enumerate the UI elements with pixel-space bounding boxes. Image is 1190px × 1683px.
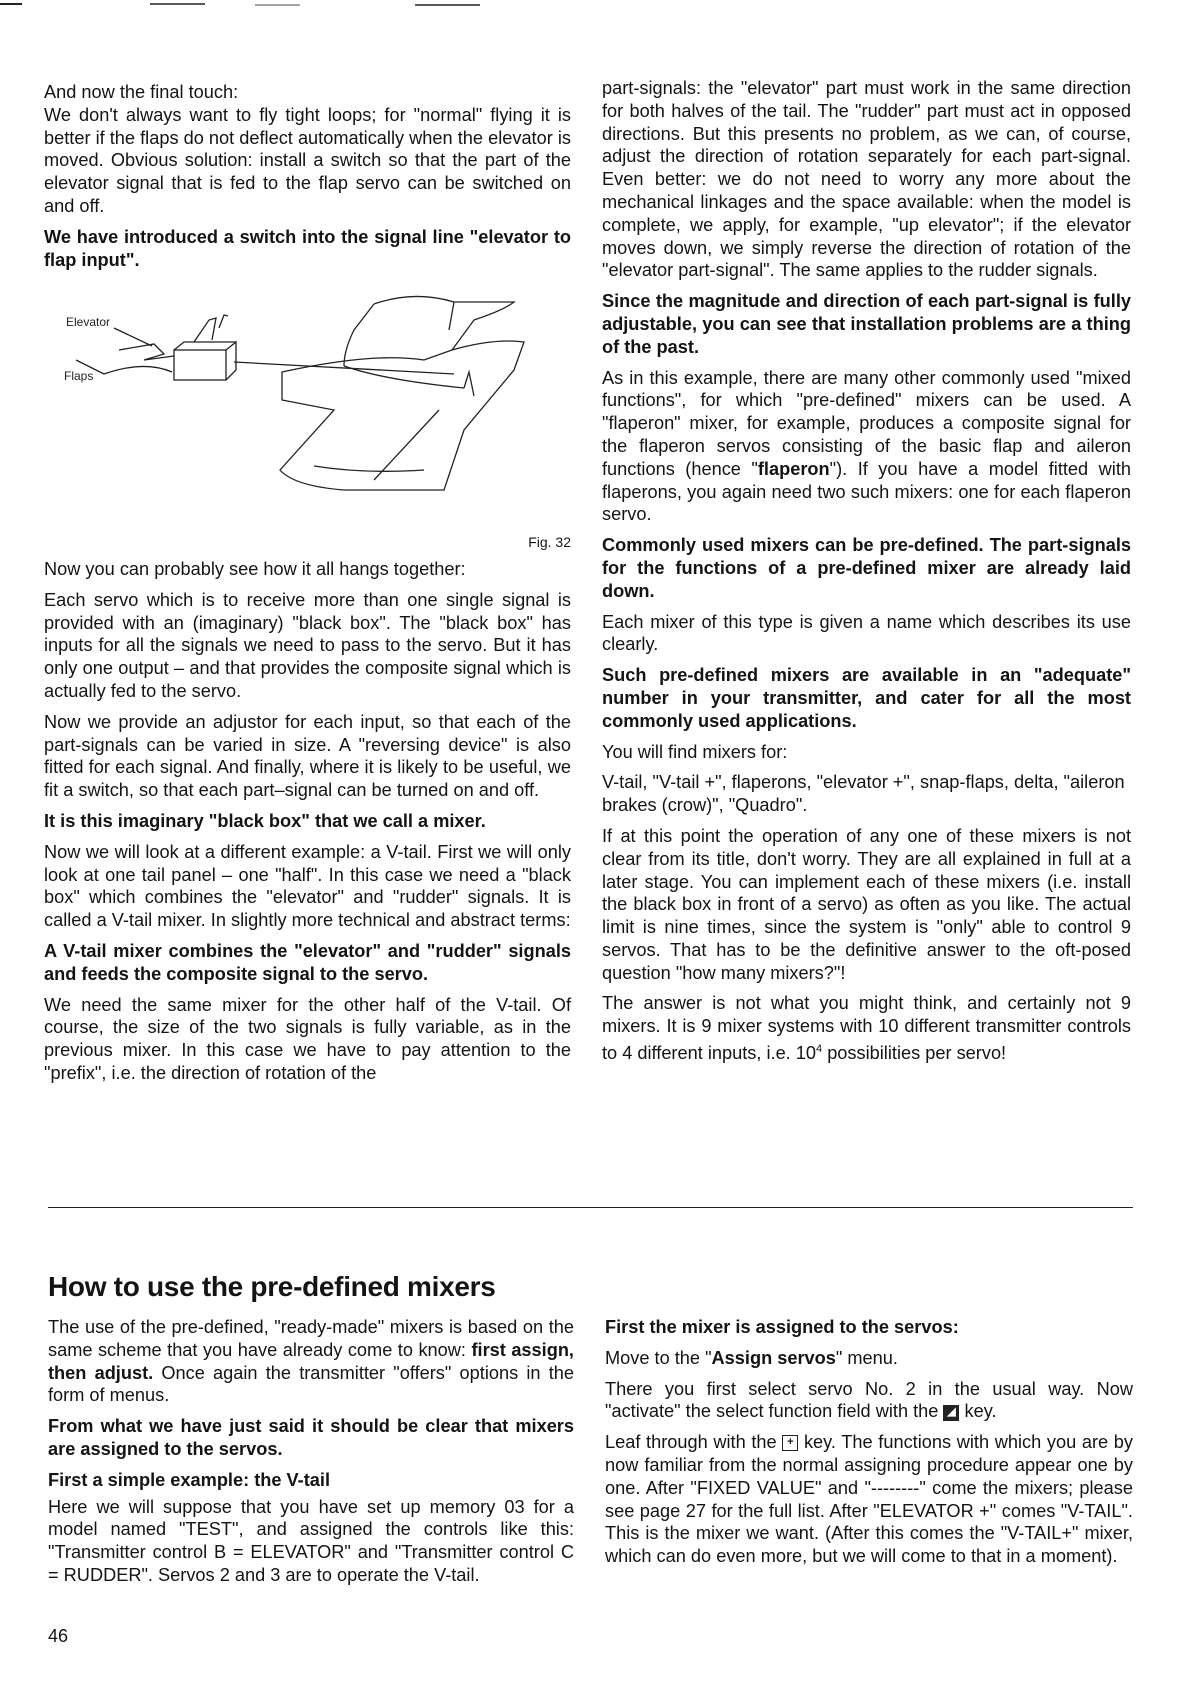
paragraph-use-predefined	[48, 1316, 574, 1407]
paragraph-answer	[602, 992, 1131, 1064]
scan-edge-marks	[0, 0, 1190, 12]
paragraph-other-half: We need the same mixer for the other half of the V-tail. Of course, the size of the two signals is fully variable, as in the previous mixer. In this case we have to pay attention to the "prefix", i.e. the direction of rotation of the	[44, 994, 571, 1083]
paragraph-black-box: Each servo which is to receive more than one single signal is provided with an (imaginary) "black box". The "black box" has inputs for all the signals we need to pass to the servo. But it has only one output – and that provides the composite signal which is actually fed to the servo.	[44, 589, 571, 701]
figure-32-diagram	[44, 290, 571, 550]
paragraph-vtail-definition: A V-tail mixer combines the "elevator" and "rudder" signals and feeds the composite signal to the servo.	[44, 940, 571, 984]
paragraph-part-signals: part-signals: the "elevator" part must work in the same direction for both halves of the tail. The "rudder" part must act in opposed directions. But this presents no problem, as we can, of course, adjust the direction of rotation separately for each part-signal. Even better: we do not need to worry any more about the mechanical linkages and the space available: when the model is complete, we apply, for example, "up elevator"; if the elevator moves down, we simply reverse the direction of rotation of the "elevator part-signal". The same applies to the rudder signals.	[602, 78, 1131, 281]
leaf-text-b: key. The functions with which you are by now familiar from the normal assigning procedure appear one by one. After "FIXED VALUE" and "--------" come the mixers; please see page 27 for the full list. After "ELEVATOR +" comes "V-TAIL". This is the mixer we want. (After this comes the "V-TAIL+" mixer, which can do even more, but we will come to that in a moment).	[605, 1432, 1133, 1567]
paragraph-final-touch-heading: And now the final touch:	[44, 82, 239, 102]
figure-label-flaps: Flaps	[64, 369, 94, 383]
use-text-c: Once again the transmitter "offers" options in the form of menus.	[48, 1362, 574, 1406]
flaperon-text-bold: flaperon	[757, 458, 830, 479]
section-title: How to use the pre-defined mixers	[48, 1271, 496, 1302]
paragraph-mixer-name: Each mixer of this type is given a name which describes its use clearly.	[602, 611, 1131, 655]
paragraph-fully-adjustable: Since the magnitude and direction of each part-signal is fully adjustable, you can see that installation problems are a thing of the past.	[602, 291, 1131, 357]
enter-key-icon: ◢	[943, 1405, 959, 1421]
paragraph-mixer-list: V-tail, "V-tail +", flaperons, "elevator +", snap-flaps, delta, "aileron brakes (crow)", "Quadro".	[602, 772, 1125, 816]
right-column-top	[602, 77, 1131, 1073]
paragraph-switch-introduced: We have introduced a switch into the signal line "elevator to flap input".	[44, 226, 571, 270]
assign-text-c: " menu.	[835, 1347, 898, 1368]
paragraph-not-clear: If at this point the operation of any one of these mixers is not clear from its title, don't worry. They are all explained in full at a later stage. You can implement each of these mixers (i.e. install the black box in front of a servo) as often as you like. The actual limit is nine times, since the system is "only" able to control 9 servos. That has to be the definitive answer to the oft-posed question "how many mixers?"!	[602, 825, 1131, 983]
paragraph-select-servo	[605, 1378, 1133, 1424]
paragraph-vtail-example: Now we will look at a different example: a V-tail. First we will only look at one tail panel – one "half". In this case we need a "black box" which combines the "elevator" and "rudder" signals. It is called a V-tail mixer. In slightly more technical and abstract terms:	[44, 841, 571, 931]
answer-superscript: 4	[816, 1043, 823, 1056]
right-column-bottom	[605, 1316, 1133, 1576]
section-divider	[48, 1207, 1133, 1208]
plus-key-icon: +	[782, 1435, 798, 1451]
paragraph-first-assigned: First the mixer is assigned to the servos:	[605, 1317, 959, 1337]
select-text-a: There you first select servo No. 2 in the usual way. Now "activate" the select function field with the	[605, 1378, 1133, 1422]
paragraph-assigned-to-servos: From what we have just said it should be clear that mixers are assigned to the servos.	[48, 1416, 574, 1459]
paragraph-find-mixers: You will find mixers for:	[602, 741, 788, 762]
assign-text-bold: Assign servos	[711, 1347, 836, 1368]
flaperon-text-c: "). If you have a model fitted with flaperons, you again need two such mixers: one for each flaperon servo.	[602, 458, 1132, 525]
assign-text-a: Move to the "	[605, 1347, 712, 1368]
flaperon-text-a: As in this example, there are many other commonly used "mixed functions", for which "pre-defined" mixers can be used. A "flaperon" mixer, for example, produces a composite signal for the flaperon servos consisting of the basic flap and aileron functions (hence "	[602, 367, 1131, 479]
paragraph-leaf-through	[605, 1431, 1133, 1568]
use-text-a: The use of the pre-defined, "ready-made" mixers is based on the same scheme that you have already come to know:	[48, 1317, 574, 1360]
select-text-b: key.	[959, 1401, 997, 1422]
left-column-top	[44, 81, 571, 279]
paragraph-memory-03: Here we will suppose that you have set up memory 03 for a model named "TEST", and assigned the controls like this: "Transmitter control B = ELEVATOR" and "Transmitter control C = RUDDER". Servos 2 and 3 are to operate the V-tail.	[48, 1496, 574, 1585]
paragraph-simple-example: First a simple example: the V-tail	[48, 1469, 331, 1490]
answer-text-a: The answer is not what you might think, and certainly not 9 mixers. It is 9 mixer systems with 10 different transmitter controls to 4 different inputs, i.e. 10	[602, 993, 1131, 1064]
left-column-bottom	[48, 1316, 574, 1595]
left-column-middle	[44, 558, 571, 1093]
answer-text-b: possibilities per servo!	[822, 1043, 1007, 1064]
paragraph-assign-servos-menu	[605, 1347, 1133, 1370]
servo-flap-illustration	[44, 290, 571, 530]
paragraph-hangs-together: Now you can probably see how it all hangs together:	[44, 559, 466, 579]
paragraph-mixer-definition: It is this imaginary "black box" that we call a mixer.	[44, 810, 486, 831]
paragraph-available: Such pre-defined mixers are available in an "adequate" number in your transmitter, and cater for all the most commonly used applications.	[602, 665, 1131, 731]
paragraph-adjustor: Now we provide an adjustor for each input, so that each of the part-signals can be varied in size. A "reversing device" is also fitted for each signal. And finally, where it is likely to be useful, we fit a switch, so that each part–signal can be turned on and off.	[44, 711, 571, 801]
use-text-bold: first assign, then adjust.	[48, 1339, 574, 1383]
figure-caption: Fig. 32	[528, 534, 571, 550]
paragraph-final-touch: We don't always want to fly tight loops; for "normal" flying it is better if the flaps do not deflect automatically when the elevator is moved. Obvious solution: install a switch so that the part of the elevator signal that is fed to the flap servo can be switched on and off.	[44, 104, 571, 216]
page-number: 46	[48, 1626, 69, 1646]
paragraph-flaperon	[602, 367, 1131, 527]
figure-label-elevator: Elevator	[66, 315, 111, 329]
paragraph-commonly-used: Commonly used mixers can be pre-defined. The part-signals for the functions of a pre-defined mixer are already laid down.	[602, 535, 1131, 601]
leaf-text-a: Leaf through with the	[605, 1432, 783, 1453]
